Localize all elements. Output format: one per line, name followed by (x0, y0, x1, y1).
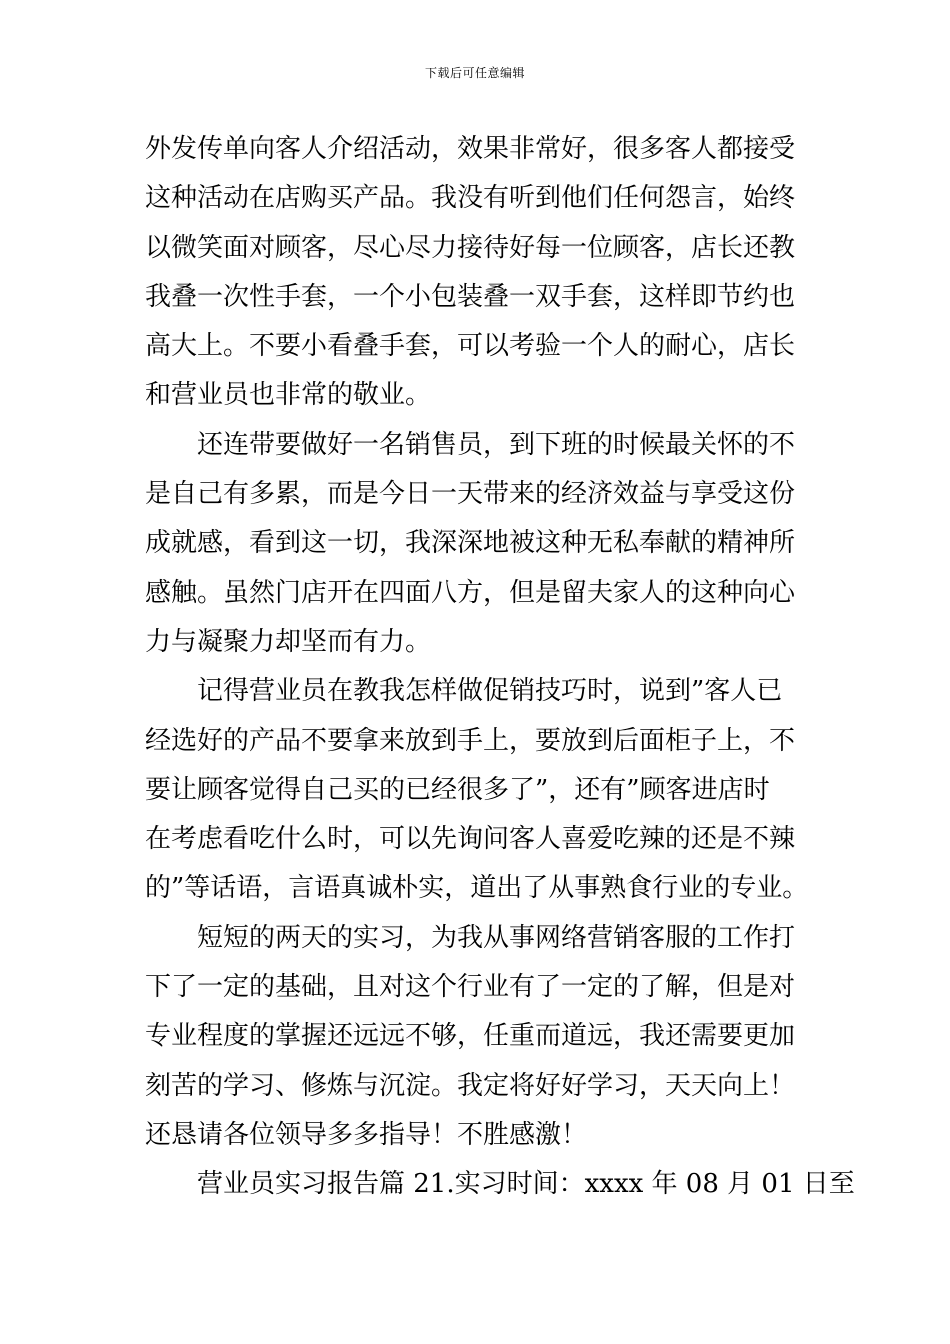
text-line: 刻苦的学习、修炼与沉淀。我定将好好学习，天天向上！ (145, 1070, 796, 1101)
text-line: 高大上。不要小看叠手套，可以考验一个人的耐心，店长 (145, 331, 796, 362)
text-line: 要让顾客觉得自己买的已经很多了”，还有”顾客进店时 (145, 774, 770, 805)
page-header-note: 下载后可任意编辑 (424, 66, 525, 80)
text-line: 还连带要做好一名销售员，到下班的时候最关怀的不 (145, 429, 796, 460)
text-line: 外发传单向客人介绍活动，效果非常好，很多客人都接受 (145, 134, 796, 164)
text-line: 记得营业员在教我怎样做促销技巧时，说到”客人已 (145, 676, 783, 707)
text-line: 是自己有多累，而是今日一天带来的经济效益与享受这份 (145, 479, 796, 510)
text-line: 营业员实习报告篇 21.实习时间：xxxx 年 08 月 01 日至 (145, 1169, 855, 1200)
text-line: 我叠一次性手套，一个小包装叠一双手套，这样即节约也 (145, 281, 796, 312)
text-line: 以微笑面对顾客，尽心尽力接待好每一位顾客，店长还教 (145, 232, 796, 263)
text-line: 专业程度的掌握还远远不够，任重而道远，我还需要更加 (145, 1021, 796, 1052)
text-line: 下了一定的基础，且对这个行业有了一定的了解，但是对 (145, 972, 796, 1003)
text-line: 经选好的产品不要拿来放到手上，要放到后面柜子上，不 (145, 725, 796, 756)
text-line: 力与凝聚力却坚而有力。 (145, 626, 432, 657)
text-line: 成就感，看到这一切，我深深地被这种无私奉献的精神所 (145, 528, 796, 559)
text-line: 这种活动在店购买产品。我没有听到他们任何怨言，始终 (145, 183, 796, 214)
text-line: 感触。虽然门店开在四面八方，但是留夫家人的这种向心 (145, 577, 796, 608)
text-line: 和营业员也非常的敬业。 (145, 380, 432, 411)
text-line: 的”等话语，言语真诚朴实，道出了从事熟食行业的专业。 (145, 873, 809, 904)
text-line: 还恳请各位领导多多指导！不胜感激！ (145, 1119, 588, 1150)
document-body (145, 125, 855, 1210)
text-line: 在考虑看吃什么时，可以先询问客人喜爱吃辣的还是不辣 (145, 824, 796, 855)
text-line: 短短的两天的实习，为我从事网络营销客服的工作打 (145, 922, 796, 953)
